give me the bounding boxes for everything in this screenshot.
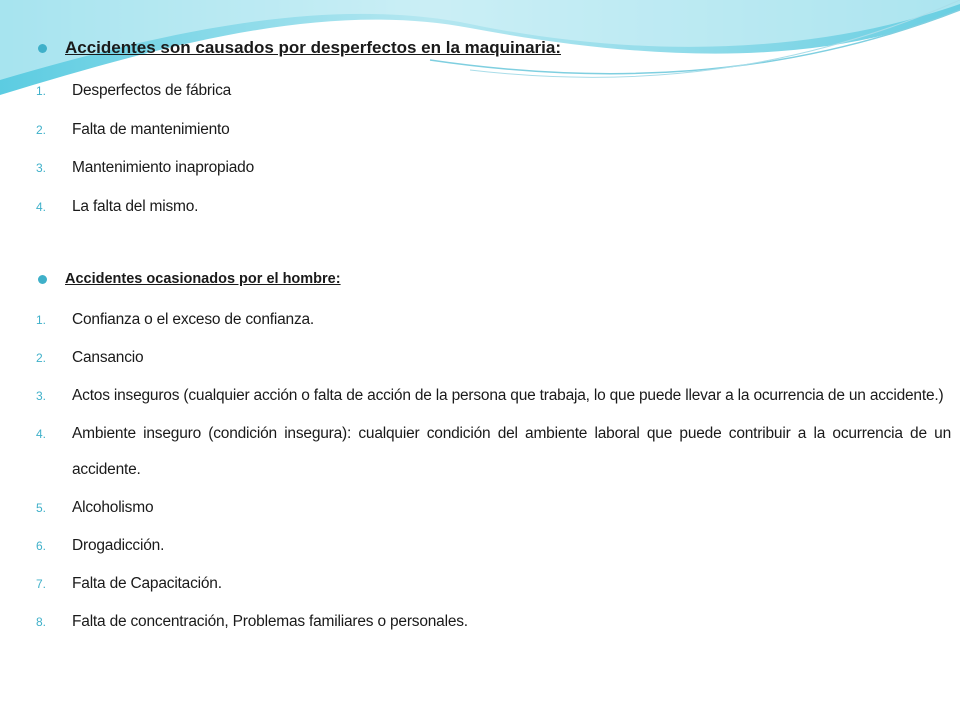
list-item: [36, 111, 951, 150]
list-item: [36, 604, 951, 640]
item-text: Mantenimiento inapropiado: [72, 159, 254, 176]
list-item: [36, 378, 951, 414]
machinery-causes-list: [36, 72, 951, 226]
heading-text: Accidentes ocasionados por el hombre:: [65, 271, 341, 287]
section-heading-machinery: [38, 38, 561, 58]
list-item: [36, 302, 951, 338]
item-text: Falta de mantenimiento: [72, 120, 230, 138]
item-text: Actos inseguros (cualquier acción o falta de acción de la persona que trabaja, lo que puede llevar a la ocurrencia de un accidente.): [72, 387, 944, 404]
item-text: Alcoholismo: [72, 499, 154, 516]
item-number: 5.: [36, 501, 47, 515]
item-text: Desperfectos de fábrica: [72, 82, 232, 99]
item-number: 2.: [36, 351, 47, 365]
list-item: [36, 149, 951, 188]
item-number: 1.: [36, 313, 47, 327]
list-item: [36, 72, 951, 111]
list-item: [36, 490, 951, 526]
item-number: 2.: [36, 122, 47, 137]
list-item: [36, 188, 951, 227]
list-item: [36, 566, 951, 602]
human-causes-list: [36, 302, 951, 642]
item-number: 3.: [36, 389, 47, 403]
item-number: 4.: [36, 427, 47, 441]
item-number: 4.: [36, 199, 47, 214]
bullet-icon: [38, 275, 47, 284]
item-text: La falta del mismo.: [72, 197, 199, 215]
item-text: Cansancio: [72, 349, 144, 366]
item-number: 7.: [36, 577, 47, 591]
heading-text: Accidentes son causados por desperfectos en la maquinaria:: [65, 38, 561, 57]
item-text: Falta de concentración, Problemas familiares o personales.: [72, 613, 468, 630]
item-text: Falta de Capacitación.: [72, 575, 222, 592]
list-item: [36, 416, 951, 488]
item-number: 8.: [36, 615, 47, 629]
item-text: Drogadicción.: [72, 537, 165, 554]
item-number: 6.: [36, 539, 47, 553]
item-number: 3.: [36, 161, 47, 175]
list-item: [36, 528, 951, 564]
bullet-icon: [38, 44, 47, 53]
list-item: [36, 340, 951, 376]
item-text: Ambiente inseguro (condición insegura): cualquier condición del ambiente laboral que puede contribuir a la ocurrencia de un accidente.: [72, 425, 951, 478]
item-number: 1.: [36, 84, 47, 98]
item-text: Confianza o el exceso de confianza.: [72, 311, 315, 328]
section-heading-human: [38, 271, 341, 287]
